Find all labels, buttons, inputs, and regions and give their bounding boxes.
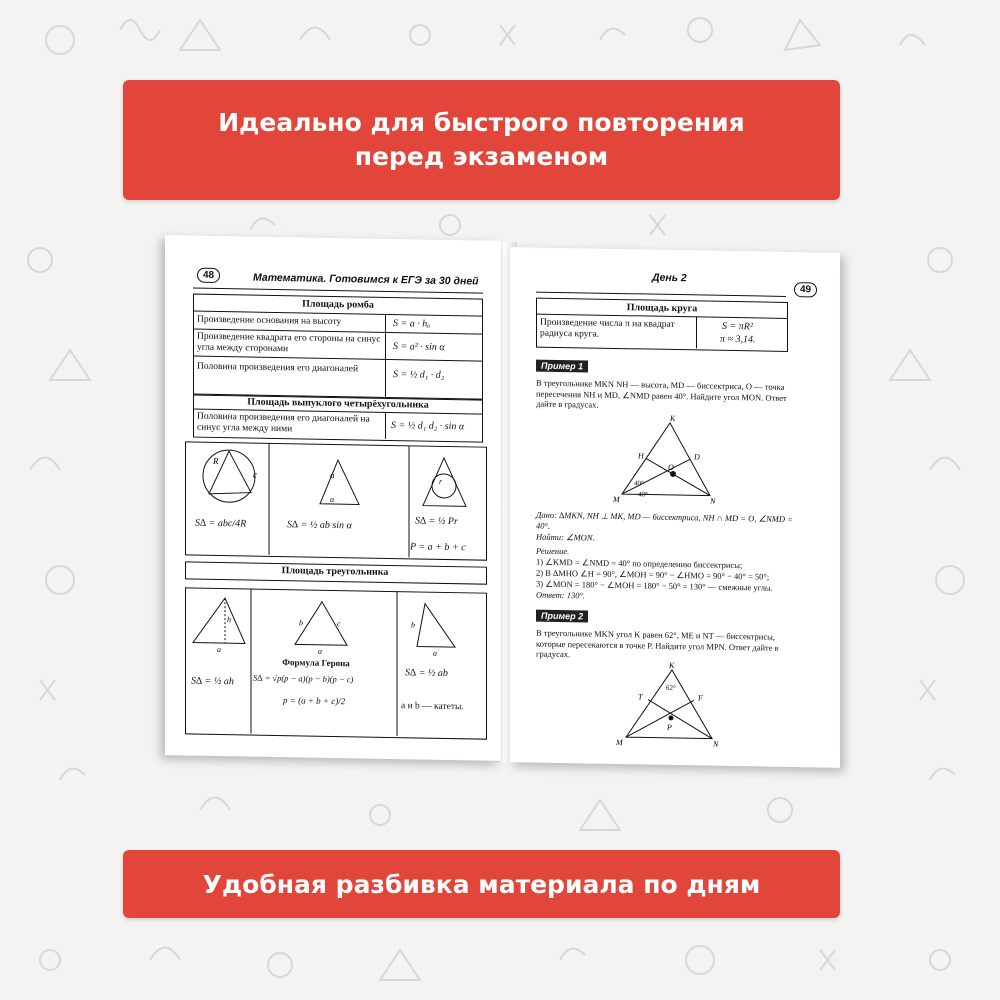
formula-inradius: S∆ = ½ Pr bbox=[415, 515, 458, 528]
example-1-label: Пример 1 bbox=[536, 360, 588, 373]
svg-text:h: h bbox=[227, 615, 231, 625]
svg-text:a: a bbox=[217, 644, 221, 655]
example-1-given: Дано: ∆MKN, NH ⊥ MK, MD — биссектриса, NH ∩ MD = O, ∠NMD = 40°. bbox=[536, 509, 793, 531]
svg-text:F: F bbox=[698, 693, 703, 703]
svg-text:N: N bbox=[713, 739, 719, 749]
svg-text:b: b bbox=[411, 620, 415, 630]
bottom-banner bbox=[123, 850, 840, 918]
svg-text:r: r bbox=[439, 476, 443, 486]
svg-text:H: H bbox=[638, 451, 644, 461]
formula-sine: S∆ = ½ ab sin α bbox=[287, 519, 352, 532]
rhombus-row-3-formula: S = ½ d₁ · d₂ bbox=[393, 369, 445, 381]
heron-semiperimeter: p = (a + b + c)/2 bbox=[283, 695, 346, 707]
rhombus-title: Площадь ромба bbox=[302, 298, 374, 311]
svg-text:c: c bbox=[337, 619, 341, 629]
example-1-step-3: 3) ∠MON = 180° − ∠MOH = 180° − 50° = 130° — смежные углы. bbox=[536, 578, 773, 593]
legs-note: a и b — катеты. bbox=[401, 701, 464, 713]
svg-text:b: b bbox=[299, 618, 303, 628]
convex-row-formula: S = ½ d₁ d₂ · sin α bbox=[391, 420, 465, 433]
svg-text:K: K bbox=[670, 413, 676, 424]
svg-text:K: K bbox=[669, 660, 675, 670]
convex-row-text: Половина произведения его диагоналей на синус угла между ними bbox=[197, 411, 370, 435]
convex-title: Площадь выпуклого четырёхугольника bbox=[247, 396, 429, 411]
open-book bbox=[165, 238, 842, 770]
rhombus-row-1-formula: S = a · hₐ bbox=[393, 318, 431, 330]
bottom-banner-text: Удобная разбивка материала по дням bbox=[202, 869, 761, 899]
triangle-title: Площадь треугольника bbox=[281, 565, 389, 578]
column-rule bbox=[696, 316, 697, 348]
left-page-number: 48 bbox=[197, 268, 220, 283]
formula-circumradius: S∆ = abc/4R bbox=[195, 517, 247, 530]
svg-text:α: α bbox=[330, 494, 335, 505]
example-1-find: Найти: ∠MON. bbox=[536, 531, 595, 543]
example-1-step-2: 2) В ∆MHO ∠H = 90°, ∠MOH = 90° − ∠HMO = 90° − 40° = 50°; bbox=[536, 567, 770, 582]
svg-text:N: N bbox=[710, 496, 716, 506]
svg-text:O: O bbox=[668, 462, 674, 472]
example-1-solution-title: Решение. bbox=[536, 545, 570, 557]
heron-formula: S∆ = √p(p − a)(p − b)(p − c) bbox=[253, 672, 354, 685]
svg-text:40°: 40° bbox=[638, 490, 648, 499]
example-1-figure bbox=[610, 414, 720, 506]
svg-text:40°: 40° bbox=[634, 479, 644, 488]
example-2-label: Пример 2 bbox=[536, 610, 588, 623]
example-2-text: В треугольнике MKN угол K равен 62°, ME и NT — биссектрисы, которые пересекаются в точке P. Найдите угол MPN. Ответ дайте в градусах. bbox=[536, 627, 779, 660]
example-1-text: В треугольнике MKN NH — высота, MD — биссектриса, O — точка пересечения NH и MD, ∠NMD равен 40°. Найдите угол MON. Ответ дайте в градусах. bbox=[536, 377, 787, 410]
circle-area-text: Произведение числа π на квадрат радиуса круга. bbox=[540, 317, 675, 341]
svg-text:M: M bbox=[613, 494, 620, 505]
formula-base-height: S∆ = ½ ah bbox=[191, 675, 234, 688]
rhombus-row-1-text: Произведение основания на высоту bbox=[197, 314, 342, 328]
example-2-figure bbox=[614, 659, 724, 751]
right-page-number: 49 bbox=[794, 282, 817, 297]
svg-text:a: a bbox=[318, 646, 322, 656]
svg-text:c: c bbox=[253, 469, 257, 480]
svg-text:T: T bbox=[638, 692, 643, 702]
header-rule bbox=[193, 288, 483, 294]
svg-text:M: M bbox=[616, 737, 623, 748]
svg-text:D: D bbox=[694, 452, 700, 462]
svg-text:a: a bbox=[433, 648, 437, 658]
left-page bbox=[165, 235, 501, 761]
rhombus-row-3-text: Половина произведения его диагоналей bbox=[197, 361, 359, 375]
svg-text:a: a bbox=[330, 469, 335, 481]
circle-area-title: Площадь круга bbox=[626, 302, 698, 315]
column-rule bbox=[385, 314, 386, 397]
left-running-head: Математика. Готовимся к ЕГЭ за 30 дней bbox=[253, 271, 479, 288]
rhombus-row-2-text: Произведение квадрата его стороны на синус угла между сторонами bbox=[197, 331, 381, 355]
formula-perimeter: P = a + b + c bbox=[410, 541, 466, 554]
example-1-step-1: 1) ∠KMD = ∠NMD = 40° по определению биссектрисы; bbox=[536, 556, 743, 571]
circle-area-formula: S = πR² bbox=[722, 320, 753, 333]
right-page bbox=[510, 247, 840, 768]
heron-title: Формула Герона bbox=[282, 657, 350, 669]
rhombus-row-2-formula: S = a² · sin α bbox=[393, 341, 445, 353]
svg-text:62°: 62° bbox=[666, 683, 676, 693]
pi-approximation: π ≈ 3,14. bbox=[720, 333, 756, 346]
header-rule bbox=[536, 292, 786, 297]
example-1-answer: Ответ: 130°. bbox=[536, 589, 585, 601]
svg-text:P: P bbox=[667, 722, 672, 732]
right-running-head: День 2 bbox=[652, 271, 687, 285]
svg-text:R: R bbox=[213, 455, 219, 467]
column-rule bbox=[385, 412, 386, 439]
top-banner-line-1: Идеально для быстрого повторения bbox=[218, 108, 745, 138]
top-banner-line-2: перед экзаменом bbox=[354, 142, 609, 171]
formula-right-triangle: S∆ = ½ ab bbox=[405, 667, 448, 680]
top-banner bbox=[123, 80, 840, 200]
